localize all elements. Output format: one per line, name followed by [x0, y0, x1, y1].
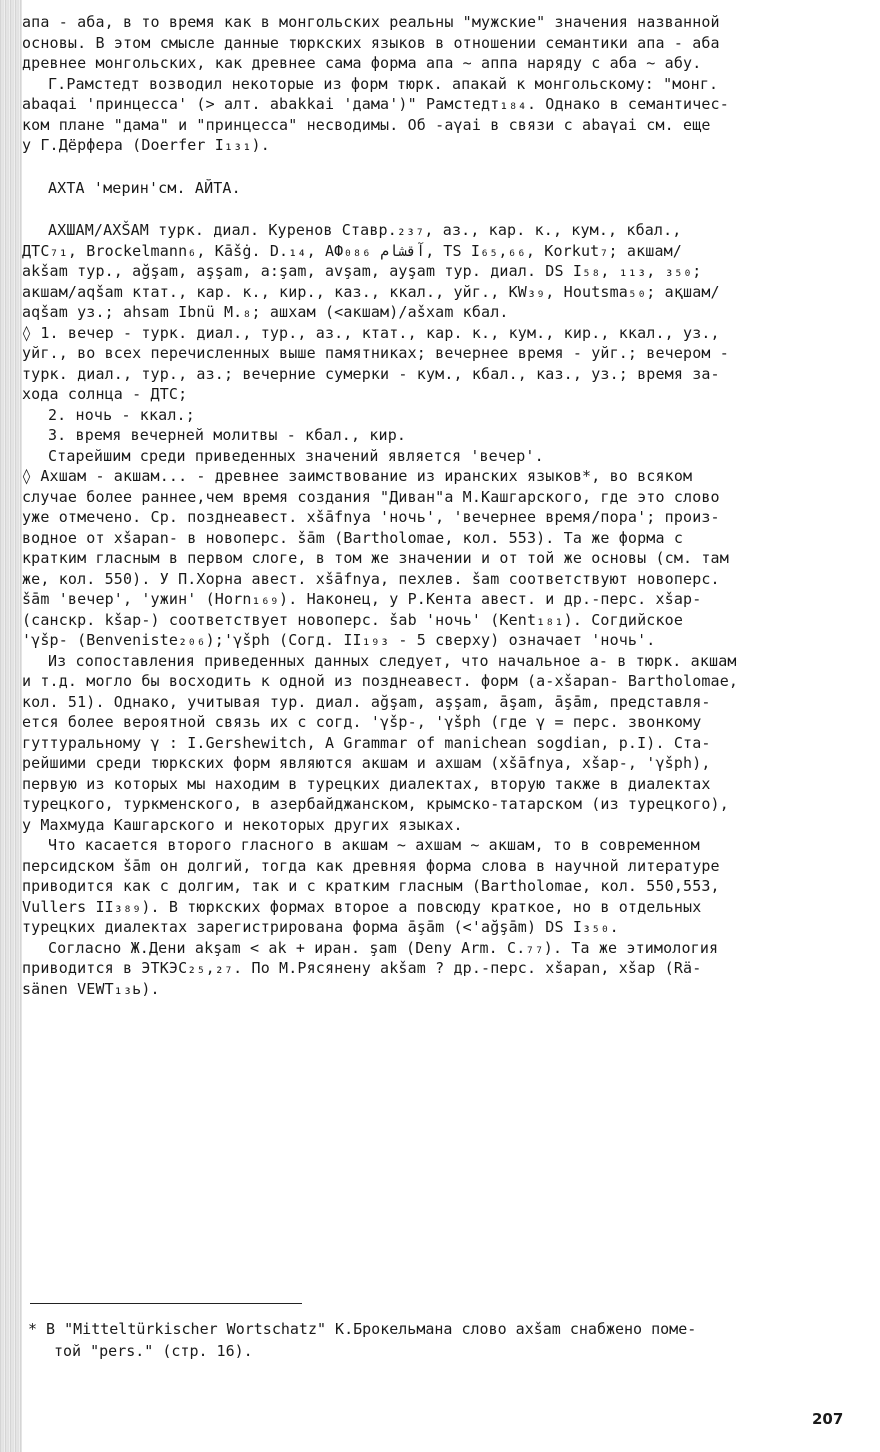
footnote-divider	[30, 1303, 302, 1304]
text-line: хода солнца - ДТС;	[22, 385, 188, 403]
text-line: персидском šām он долгий, тогда как древняя форма слова в научной литературе	[22, 856, 720, 875]
text-line: кратким гласным в первом слоге, в том же значении и от той же основы (см. там	[22, 549, 729, 567]
ramstedt-paragraph	[22, 74, 852, 156]
comparison-paragraph	[22, 651, 852, 836]
text-line: той "pers." (стр. 16).	[54, 1342, 253, 1360]
text-line: и т.д. могло бы восходить к одной из позднеавест. форм (a-xšapan- Bartholomae,	[22, 672, 739, 690]
page-number: 207	[812, 1410, 844, 1428]
text-line: aqšam уз.; ahsam Ibnü M.₈; ашхам (<акшам)/ašxam кбал.	[22, 303, 509, 321]
text-line: первую из которых мы находим в турецких диалектах, вторую также в диалектах	[22, 774, 711, 793]
text-line: Г.Рамстедт возводил некоторые из форм тюрк. апакай к монгольскому: "монг.	[48, 74, 719, 93]
text-line: древнее монгольских, как древнее сама форма апа ~ аппа наряду с аба ~ абу.	[22, 54, 702, 72]
book-spine-shadow	[0, 0, 22, 1452]
spacer	[22, 198, 852, 220]
text-line: приводится в ЭТКЭС₂₅,₂₇. По М.Рясянену akšam ? др.-перс. xšapan, xšap (Rä-	[22, 959, 702, 977]
page-body	[22, 12, 852, 999]
senses-block	[22, 323, 852, 467]
text-line: Из сопоставления приведенных данных следует, что начальное а- в тюрк. акшам	[48, 651, 737, 670]
spacer	[22, 156, 852, 178]
text-line: апа - аба, в то время как в монгольских реальны "мужские" значения названной	[22, 13, 720, 31]
oldest-meaning-note: Старейшим среди приведенных значений является 'вечер'.	[48, 446, 544, 465]
text-line: рейшими среди тюркских форм являются акшам и ахшам (xšāfnya, xšap-, 'γšph),	[22, 754, 711, 772]
text-line: ком плане "дама" и "принцесса" несводимы. Об -aγai в связи с abaγai см. еще	[22, 115, 711, 134]
sense-3: 3. время вечерней молитвы - кбал., кир.	[48, 426, 407, 444]
text-line: Vullers II₃₈₉). В тюркских формах второе а повсюду краткое, но в отдельных	[22, 897, 702, 916]
text-line: šām 'вечер', 'ужин' (Horn₁₆₉). Наконец, у Р.Кента авест. и др.-перс. xšap-	[22, 590, 702, 608]
text-line: ◊ 1. вечер - турк. диал., тур., аз., ктат., кар. к., кум., кир., ккал., уз.,	[22, 323, 720, 342]
text-line: Согласно Ж.Дени akşam < ak + иран. şam (Deny Arm. C.₇₇). Та же этимология	[48, 938, 719, 957]
text-line: турк. диал., тур., аз.; вечерние сумерки - кум., кбал., каз., уз.; время за-	[22, 364, 720, 383]
intro-paragraph	[22, 12, 852, 74]
text-line: турецких диалектах зарегистрирована форма āşām (<'ağşām) DS I₃₅₀.	[22, 918, 619, 936]
text-line: гуттуральному γ : I.Gershewitch, A Grammar of manichean sogdian, p.I). Ста-	[22, 733, 711, 752]
deny-paragraph	[22, 938, 852, 1000]
text-line: akšam тур., ağşam, aşşam, a:şam, avşam, ayşam тур. диал. DS I₅₈, ₁₁₃, ₃₅₀;	[22, 262, 702, 280]
akhta-entry: АХТА 'мерин'см. АЙТА.	[48, 178, 241, 197]
footnote	[28, 1318, 848, 1362]
text-line: водное от xšapan- в новоперс. šām (Bartholomae, кол. 553). Та же форма с	[22, 528, 684, 547]
text-line: основы. В этом смысле данные тюркских языков в отношении семантики апа - аба	[22, 33, 720, 52]
text-line: у Махмуда Кашгарского и некоторых других языках.	[22, 815, 463, 834]
text-line: кол. 51). Однако, учитывая тур. диал. ağşam, aşşam, āşam, āşām, представля-	[22, 692, 711, 711]
text-line: ется более вероятной связь их с согд. 'γšp-, 'γšph (где γ = перс. звонкому	[22, 713, 702, 731]
text-line: уйг., во всех перечисленных выше памятниках; вечернее время - уйг.; вечером -	[22, 344, 729, 362]
text-line: случае более раннее,чем время создания "Диван"а М.Кашгарского, где это слово	[22, 487, 720, 506]
text-line: ◊ Ахшам - акшам... - древнее заимствование из иранских языков*, во всяком	[22, 467, 693, 485]
etymology-block	[22, 466, 852, 651]
text-line: же, кол. 550). У П.Хорна авест. xšāfnya, пехлев. šam соответствуют новоперс.	[22, 569, 720, 588]
text-line: abaqai 'принцесса' (> алт. abakkai 'дама')" Рамстедт₁₈₄. Однако в семантичес-	[22, 95, 729, 113]
text-line: (санскр. kšap-) соответствует новоперс. šab 'ночь' (Kent₁₈₁). Согдийское	[22, 610, 684, 629]
text-line: * В "Mitteltürkischer Wortschatz" К.Брокельмана слово axšam снабжено поме-	[28, 1320, 697, 1338]
text-line: 'γšp- (Benveniste₂₀₆);'γšph (Согд. II₁₉₃ - 5 сверху) означает 'ночь'.	[22, 631, 656, 649]
text-line: акшам/aqšam ктат., кар. к., кир., каз., ккал., уйг., KW₃₉, Houtsma₅₀; ақшам/	[22, 282, 720, 301]
text-line: уже отмечено. Ср. позднеавест. xšāfnya 'ночь', 'вечернее время/пора'; произ-	[22, 508, 720, 526]
akhsham-entry-head	[22, 220, 852, 323]
text-line: у Г.Дёрфера (Doerfer I₁₃₁).	[22, 136, 270, 154]
text-line: АХШАМ/AXŠAM турк. диал. Куренов Ставр.₂₃₇, аз., кар. к., кум., кбал.,	[48, 221, 682, 239]
text-line: sänen VEWT₁₃ь).	[22, 979, 160, 998]
sense-2: 2. ночь - ккал.;	[48, 405, 195, 424]
text-line: ДТС₇₁, Brockelmann₆, Kāšġ. D.₁₄, АФ₀₈₆ آقشام, TS I₆₅,₆₆, Korkut₇; акшам/	[22, 241, 682, 260]
text-line: Что касается второго гласного в акшам ~ ахшам ~ акшам, то в современном	[48, 836, 700, 854]
text-line: приводится как с долгим, так и с кратким гласным (Bartholomae, кол. 550,553,	[22, 877, 720, 895]
second-vowel-paragraph	[22, 835, 852, 938]
text-line: турецкого, туркменского, в азербайджанском, крымско-татарском (из турецкого),	[22, 795, 729, 813]
